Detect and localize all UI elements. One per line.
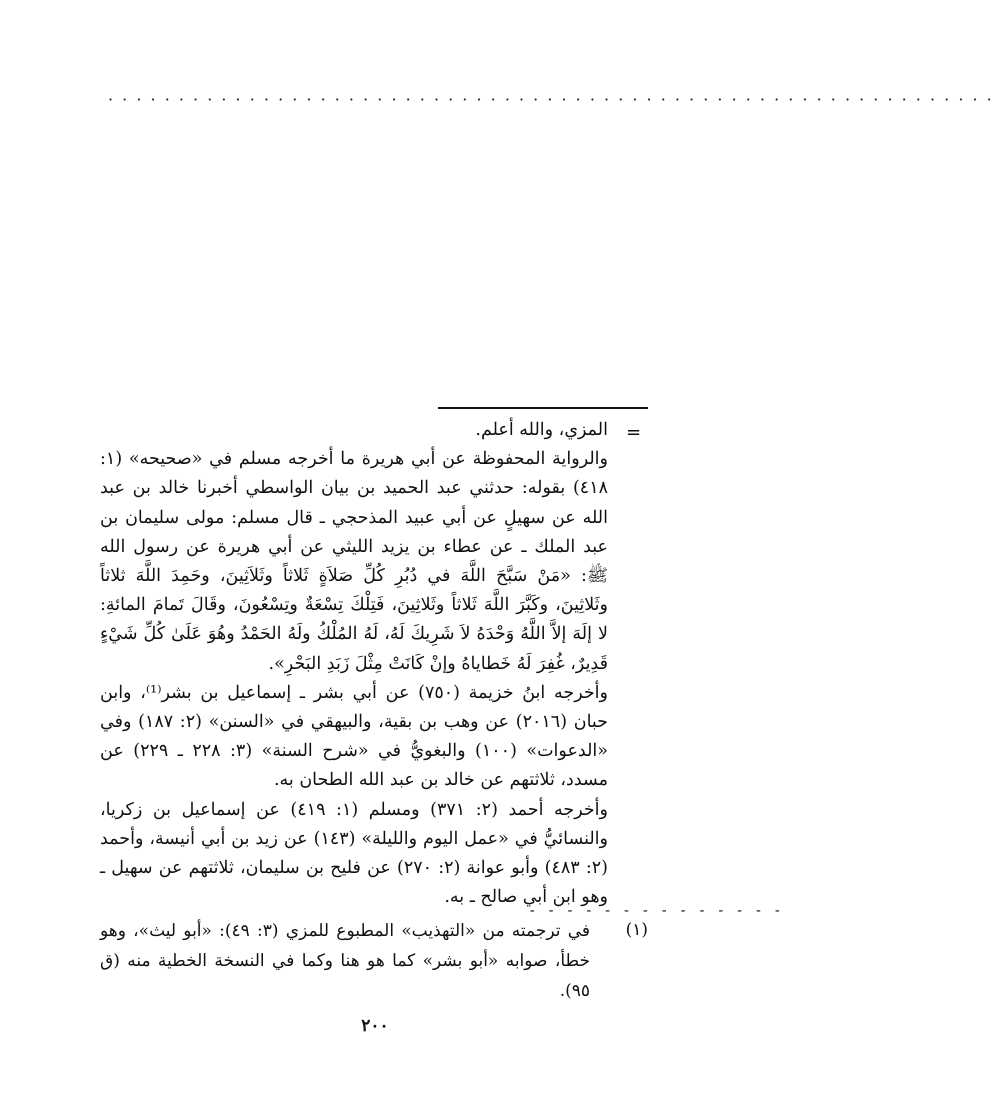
- paragraph-1: المزي، والله أعلم.: [475, 420, 608, 440]
- footnote-top-rule: [438, 407, 648, 409]
- top-dotted-line: · · · · · · · · · · · · · · · · · · · · · · · · · · · · · · · · · · · · · · · · · · · · · · · · · · · · · · · · · · · · · · ·: [108, 90, 994, 109]
- footnote-separator: - - - - - - - - - - - - - -: [528, 903, 783, 919]
- paragraph-4: وأخرجه أحمد (٢: ٣٧١) ومسلم (١: ٤١٩) عن إسماعيل بن زكريا، والنسائيُّ في «عمل اليوم والليلة» (١٤٣) عن زيد بن أبي أنيسة، وأحمد (٢: ٤٨٣) وأبو عوانة (٢: ٢٧٠) عن فليح بن سليمان، ثلاثتهم عن سهيل ـ وهو ابن أبي صالح ـ به.: [100, 799, 608, 908]
- footnote-number: (١): [625, 920, 648, 940]
- main-text: [100, 416, 608, 912]
- paragraph-2: والرواية المحفوظة عن أبي هريرة ما أخرجه مسلم في «صحيحه» (١: ٤١٨) بقوله: حدثني عبد الحميد بن بيان الواسطي أخبرنا خالد بن عبد الله عن سهيلٍ عن أبي عبيد المذحجي ـ قال مسلم: مولى سليمان بن عبد الملك ـ عن عطاء بن يزيد الليثي عن أبي هريرة عن رسول الله ﷺ: «مَنْ سَبَّحَ اللَّهَ في دُبُرِ كُلِّ صَلاَةٍ ثَلاثاً وثَلاَثِينَ، وحَمِدَ اللَّهَ ثلاثاً وثَلاثِينَ، وكَبَّرَ اللَّهَ ثَلاثاً وثَلاثِينَ، فَتِلْكَ تِسْعَةٌ وتِسْعُونَ، وقَالَ تَمامَ المائةِ: لا إلَهَ إلاَّ اللَّهُ وَحْدَهُ لاَ شَرِيكَ لَهُ، لَهُ المُلْكُ ولَهُ الحَمْدُ وهُوَ عَلَىٰ كُلِّ شَيْءٍ قَدِيرٌ، غُفِرَ لَهُ خَطاياهُ وإنْ كَانَتْ مِثْلَ زَبَدِ البَحْرِ».: [100, 449, 608, 674]
- page-number: ٢٠٠: [361, 1016, 389, 1036]
- footnote-text: في ترجمته من «التهذيب» المطبوع للمزي (٣: ٤٩): «أبو ليث»، وهو خطأ، صوابه «أبو بشر» كما هو هنا وكما في النسخة الخطية منه (ق ٩٥).: [100, 921, 590, 1001]
- paragraph-3: وأخرجه ابنُ خزيمة (٧٥٠) عن أبي بشر ـ إسماعيل بن بشر⁽¹⁾، وابن حبان (٢٠١٦) عن وهب بن بقية، والبيهقي في «السنن» (٢: ١٨٧) وفي «الدعوات» (١٠٠) والبغويُّ في «شرح السنة» (٣: ٢٢٨ ـ ٢٢٩) عن مسدد، ثلاثتهم عن خالد بن عبد الله الطحان به.: [100, 682, 608, 791]
- continuation-mark: =: [626, 422, 642, 443]
